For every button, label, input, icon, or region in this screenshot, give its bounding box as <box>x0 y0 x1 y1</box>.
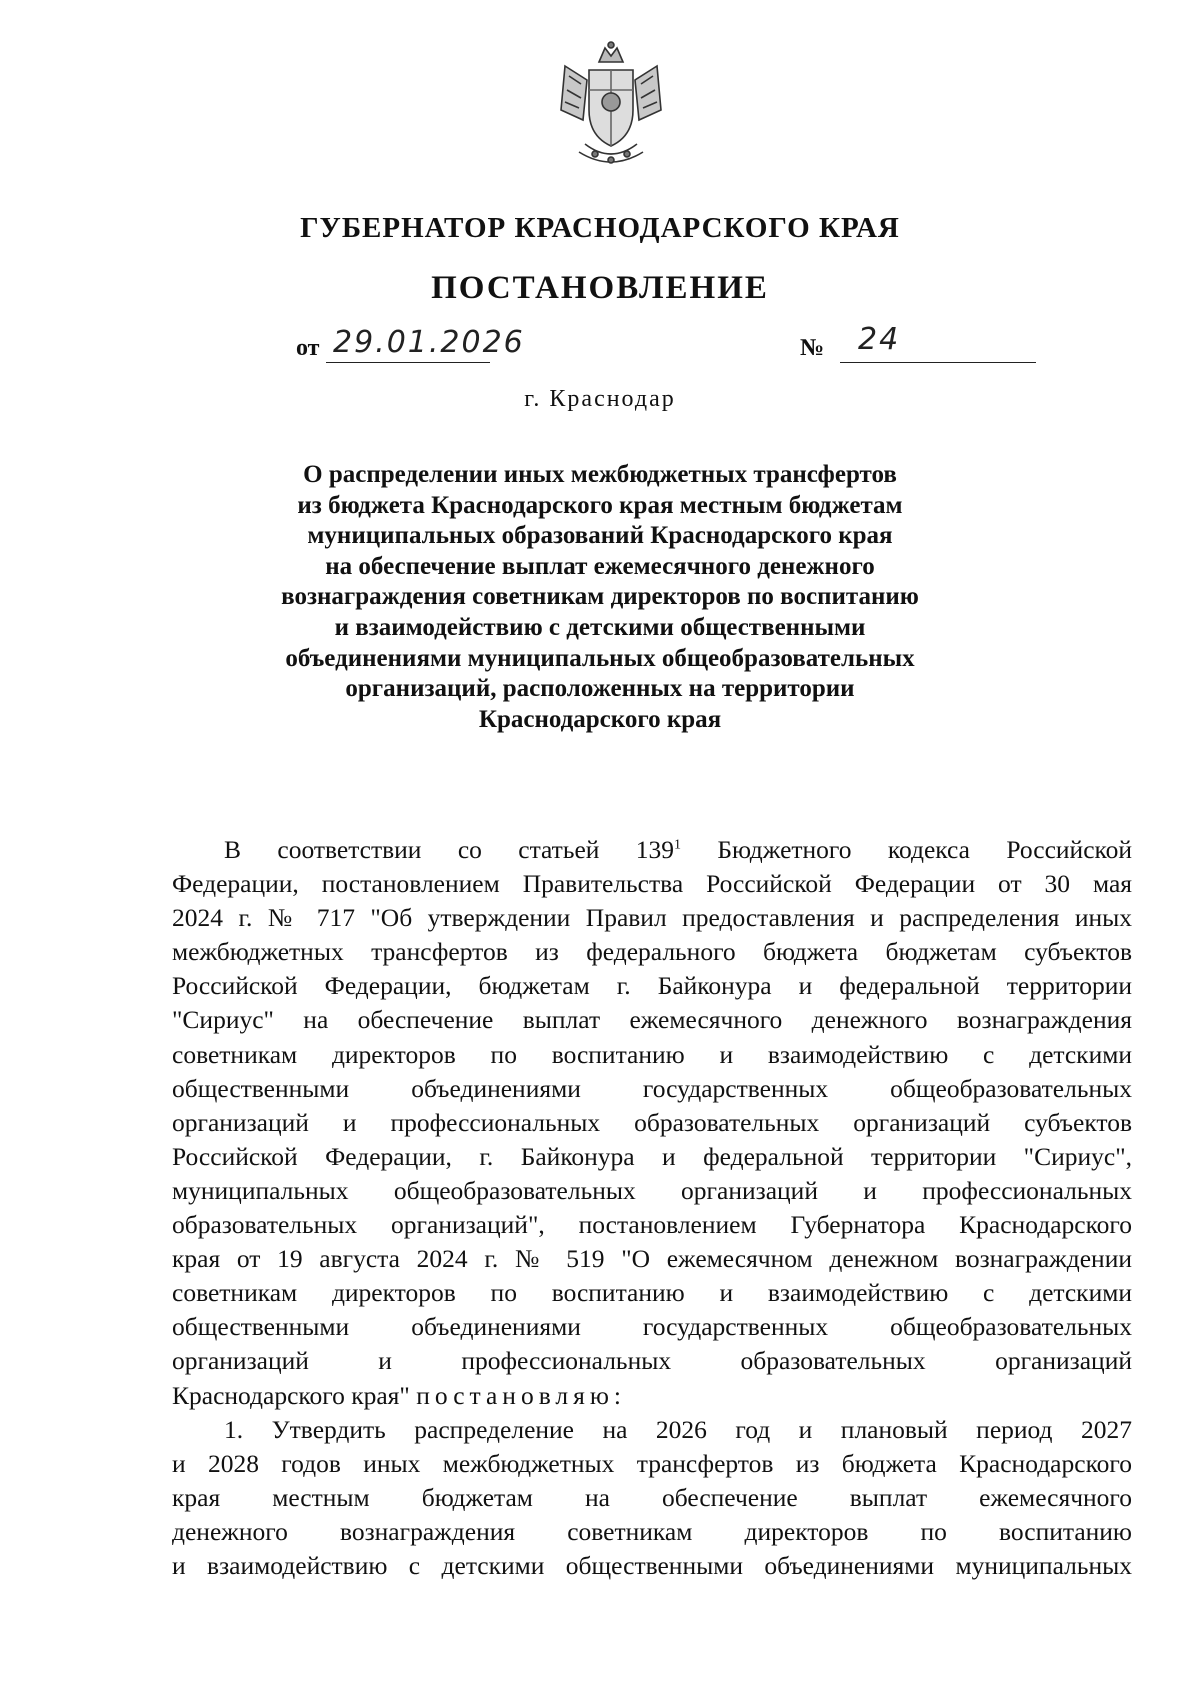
number-underline <box>840 362 1036 363</box>
subject-line: Краснодарского края <box>478 705 722 733</box>
body-line: Российской Федерации, бюджетам г. Байконура и федеральной территории <box>172 971 1132 1001</box>
subject-line: муниципальных образований Краснодарского края <box>307 522 893 550</box>
body-line: края от 19 августа 2024 г. № 519 "О ежемесячном денежном вознаграждении <box>172 1244 1132 1274</box>
body-line: 2024 г. № 717 "Об утверждении Правил предоставления и распределения иных <box>172 903 1132 933</box>
body-text: В соответствии со статьей 139 <box>224 835 675 864</box>
footnote-superscript: 1 <box>674 837 682 853</box>
subject-line: на обеспечение выплат ежемесячного денежного <box>325 552 875 580</box>
coat-of-arms-icon <box>555 40 667 170</box>
date-underline <box>326 362 490 363</box>
body-line: Российской Федерации, г. Байконура и федеральной территории "Сириус", <box>172 1141 1132 1171</box>
body-line: образовательных организаций", постановлением Губернатора Краснодарского <box>172 1210 1132 1240</box>
body-line: общественными объединениями государственных общеобразовательных <box>172 1073 1132 1103</box>
subject-line: из бюджета Краснодарского края местным бюджетам <box>297 491 903 519</box>
body-line <box>172 1379 1132 1413</box>
body-line: советникам директоров по воспитанию и взаимодействию с детскими <box>172 1039 1132 1069</box>
body-text: Бюджетного кодекса Российской <box>681 835 1132 864</box>
body-text: Краснодарского края" <box>172 1380 410 1410</box>
document-subject <box>250 460 950 735</box>
body-line: муниципальных общеобразовательных организаций и профессиональных <box>172 1175 1132 1205</box>
body-line: организаций и профессиональных образовательных организаций субъектов <box>172 1107 1132 1137</box>
date-value: 29.01.2026 <box>333 325 525 360</box>
body-line: советникам директоров по воспитанию и взаимодействию с детскими <box>172 1278 1132 1308</box>
body-line: и взаимодействию с детскими общественными объединениями муниципальных <box>172 1550 1132 1580</box>
number-value: 24 <box>858 322 901 357</box>
body-line: общественными объединениями государственных общеобразовательных <box>172 1312 1132 1342</box>
subject-line: и взаимодействию с детскими общественными <box>334 613 866 641</box>
subject-line: О распределении иных межбюджетных трансфертов <box>303 461 897 488</box>
date-label: от <box>296 335 320 361</box>
city: г. Краснодар <box>524 386 676 412</box>
authority-title: ГУБЕРНАТОР КРАСНОДАРСКОГО КРАЯ <box>300 212 900 244</box>
decree-word: постановляю: <box>416 1380 626 1410</box>
subject-line: вознаграждения советникам директоров по воспитанию <box>281 583 919 611</box>
document-type: ПОСТАНОВЛЕНИЕ <box>431 270 769 306</box>
number-label: № <box>800 335 825 361</box>
body-line: межбюджетных трансфертов из федерального бюджета бюджетам субъектов <box>172 937 1132 967</box>
document-body <box>172 833 1132 1583</box>
subject-line: объединениями муниципальных общеобразовательных <box>285 644 915 672</box>
body-line: Федерации, постановлением Правительства Российской Федерации от 30 мая <box>172 869 1132 899</box>
body-line: организаций и профессиональных образовательных организаций <box>172 1346 1132 1376</box>
body-line <box>172 833 1132 867</box>
subject-line: организаций, расположенных на территории <box>345 675 855 703</box>
body-line: денежного вознаграждения советникам директоров по воспитанию <box>172 1516 1132 1546</box>
body-line: "Сириус" на обеспечение выплат ежемесячного денежного вознаграждения <box>172 1005 1132 1035</box>
body-line: 1. Утвердить распределение на 2026 год и плановый период 2027 <box>224 1414 1132 1444</box>
body-line: и 2028 годов иных межбюджетных трансфертов из бюджета Краснодарского <box>172 1448 1132 1478</box>
body-line: края местным бюджетам на обеспечение выплат ежемесячного <box>172 1482 1132 1512</box>
